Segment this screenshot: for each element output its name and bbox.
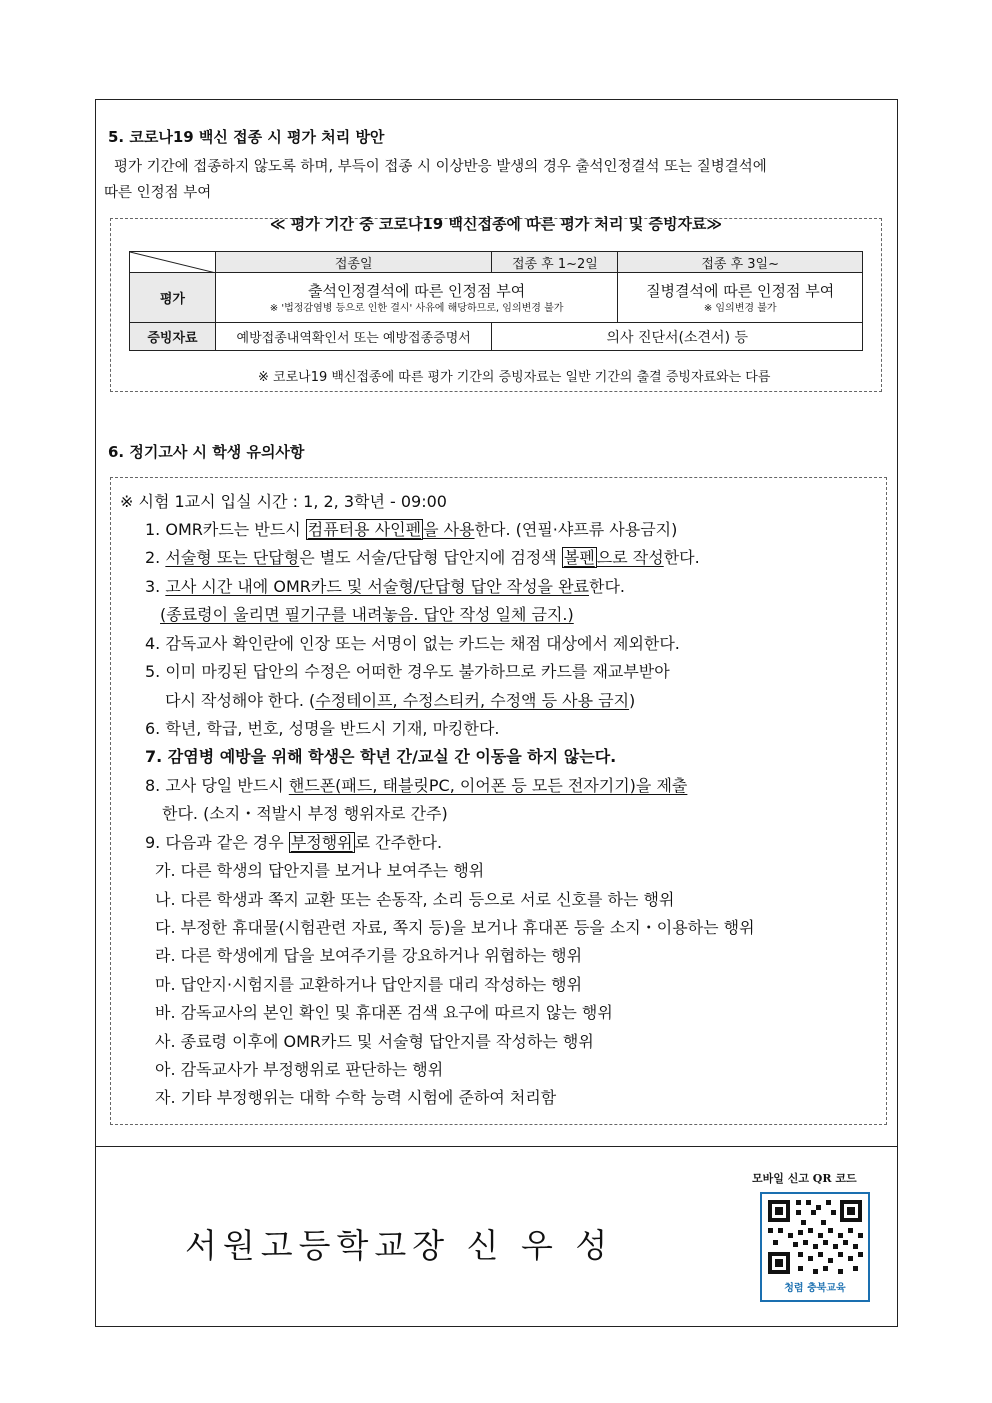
rule-3-text-c: 한다. <box>589 577 625 596</box>
rule-9-text-a: 9. 다음과 같은 경우 <box>145 833 289 852</box>
rule-9-sub-7: 사. 종료령 이후에 OMR카드 및 서술형 답안지를 작성하는 행위 <box>155 1032 594 1051</box>
rule-3-detail: (종료령이 울리면 필기구를 내려놓음. 답안 작성 일체 금지.) <box>160 605 574 624</box>
evaluation-box-title: ≪ 평가 기간 중 코로나19 백신접종에 따른 평가 처리 및 증빙자료≫ <box>269 215 723 233</box>
rule-1 <box>145 516 677 544</box>
rule-1-text-d: 한다. (연필·샤프류 사용금지) <box>474 520 678 539</box>
eval-illness-cell <box>618 273 863 323</box>
section6-title: 6. 정기고사 시 학생 유의사항 <box>108 443 305 461</box>
rule-5-close: ) <box>629 691 636 710</box>
rule-2-type: 서술형 또는 단답형 <box>165 548 300 567</box>
table-row-doc <box>130 323 863 351</box>
rule-9-sub-9: 자. 기타 부정행위는 대학 수학 능력 시험에 준하여 처리함 <box>155 1088 557 1107</box>
table-corner-cell <box>130 252 216 273</box>
qr-caption: 청렴 충북교육 <box>784 1283 846 1294</box>
eval-attendance-cell <box>215 273 617 323</box>
rule-5-text-b: 다시 작성해야 한다. ( <box>165 691 316 710</box>
qr-label: 모바일 신고 QR 코드 <box>752 1172 857 1185</box>
diagonal-line <box>130 252 216 273</box>
row-doc-label: 증빙자료 <box>130 323 216 351</box>
rule-5-cont <box>165 687 635 715</box>
rule-9-text-c: 로 간주한다. <box>354 833 443 852</box>
rule-9-sub-2: 나. 다른 학생과 쪽지 교환 또는 손동작, 소리 등으로 서로 신호를 하는 행위 <box>155 890 675 909</box>
rule-4: 4. 감독교사 확인란에 인장 또는 서명이 없는 카드는 채점 대상에서 제외한다. <box>145 634 680 653</box>
rule-9-sub-4: 라. 다른 학생에게 답을 보여주기를 강요하거나 위협하는 행위 <box>155 946 583 965</box>
rule-2-write: 으로 작성 <box>596 548 664 567</box>
rule-3-number: 3. <box>145 577 166 596</box>
evaluation-box-note: ※ 코로나19 백신접종에 따른 평가 기간의 증빙자료는 일반 기간의 출결 증빙자료와는 다름 <box>258 370 771 385</box>
footer-divider <box>95 1146 898 1147</box>
rule-1-text-a: 1. OMR카드는 반드시 <box>145 520 306 539</box>
eval-attendance-note: ※ '법정감염병 등으로 인한 결시' 사유에 해당하므로, 임의변경 불가 <box>269 302 564 314</box>
rule-9-sub-8: 아. 감독교사가 부정행위로 판단하는 행위 <box>155 1060 444 1079</box>
rule-2-text-c: 은 별도 서술/단답형 답안지에 검정색 <box>299 548 562 567</box>
rule-8-devices: 핸드폰(패드, 태블릿PC, 이어폰 등 모든 전자기기)을 제출 <box>288 776 688 795</box>
section5-title: 5. 코로나19 백신 접종 시 평가 처리 방안 <box>108 128 385 146</box>
rule-1-signpen: 컴퓨터용 사인펜 <box>307 520 422 539</box>
qr-code[interactable] <box>760 1192 870 1302</box>
rule-8-cont: 한다. (소지・적발시 부정 행위자로 간주) <box>162 804 448 823</box>
principal-signature: 서원고등학교장 신 우 성 <box>185 1226 614 1265</box>
rule-5: 5. 이미 마킹된 답안의 수정은 어떠한 경우도 불가하므로 카드를 재교부받아 <box>145 662 670 681</box>
rule-2 <box>145 544 700 572</box>
rule-9-sub-6: 바. 감독교사의 본인 확인 및 휴대폰 검색 요구에 따르지 않는 행위 <box>155 1003 613 1022</box>
header-day12: 접종 후 1~2일 <box>492 252 618 273</box>
eval-illness-main: 질병결석에 따른 인정점 부여 <box>646 281 835 300</box>
rule-9 <box>145 829 442 857</box>
table-row-eval <box>130 273 863 323</box>
qr-pattern-icon <box>762 1194 868 1280</box>
evaluation-table <box>129 251 863 351</box>
rule-9-sub-5: 마. 답안지·시험지를 교환하거나 답안지를 대리 작성하는 행위 <box>155 975 583 994</box>
table-header-row <box>130 252 863 273</box>
header-day3: 접종 후 3일~ <box>618 252 863 273</box>
rule-2-text-f: 한다. <box>663 548 700 567</box>
rule-9-sub-3: 다. 부정한 휴대물(시험관련 자료, 쪽지 등)을 보거나 휴대폰 등을 소지・이용하는 행위 <box>155 918 755 937</box>
rule-2-pen: 볼펜 <box>563 548 595 567</box>
rule-6: 6. 학년, 학급, 번호, 성명을 반드시 기재, 마킹한다. <box>145 719 500 738</box>
rule-3 <box>145 573 625 601</box>
section5-para-line1: 평가 기간에 접종하지 않도록 하며, 부득이 접종 시 이상반응 발생의 경우 출석인정결석 또는 질병결석에 <box>114 159 767 175</box>
rule-1-use: 을 사용 <box>423 520 475 539</box>
row-eval-label: 평가 <box>130 273 216 323</box>
rule-7: 7. 감염병 예방을 위해 학생은 학년 간/교실 간 이동을 하지 않는다. <box>145 747 617 766</box>
eval-illness-note: ※ 임의변경 불가 <box>703 302 777 314</box>
section5-para-line2: 따른 인정점 부여 <box>104 185 212 201</box>
header-day0: 접종일 <box>215 252 492 273</box>
doc-diagnosis-cell: 의사 진단서(소견서) 등 <box>492 323 863 351</box>
rule-2-number: 2. <box>145 548 166 567</box>
rule-5-forbidden: 수정테이프, 수정스티커, 수정액 등 사용 금지 <box>315 691 630 710</box>
rule-9-sub-1: 가. 다른 학생의 답안지를 보거나 보여주는 행위 <box>155 861 485 880</box>
rule-8-text-a: 8. 고사 당일 반드시 <box>145 776 289 795</box>
rule-8 <box>145 772 687 800</box>
entry-time: ※ 시험 1교시 입실 시간 : 1, 2, 3학년 - 09:00 <box>120 492 447 511</box>
rule-9-cheating: 부정행위 <box>290 833 353 852</box>
rule-3-complete: 고사 시간 내에 OMR카드 및 서술형/단답형 답안 작성을 완료 <box>165 577 589 596</box>
doc-vaccination-cell: 예방접종내역확인서 또는 예방접종증명서 <box>215 323 492 351</box>
eval-attendance-main: 출석인정결석에 따른 인정점 부여 <box>308 281 526 300</box>
